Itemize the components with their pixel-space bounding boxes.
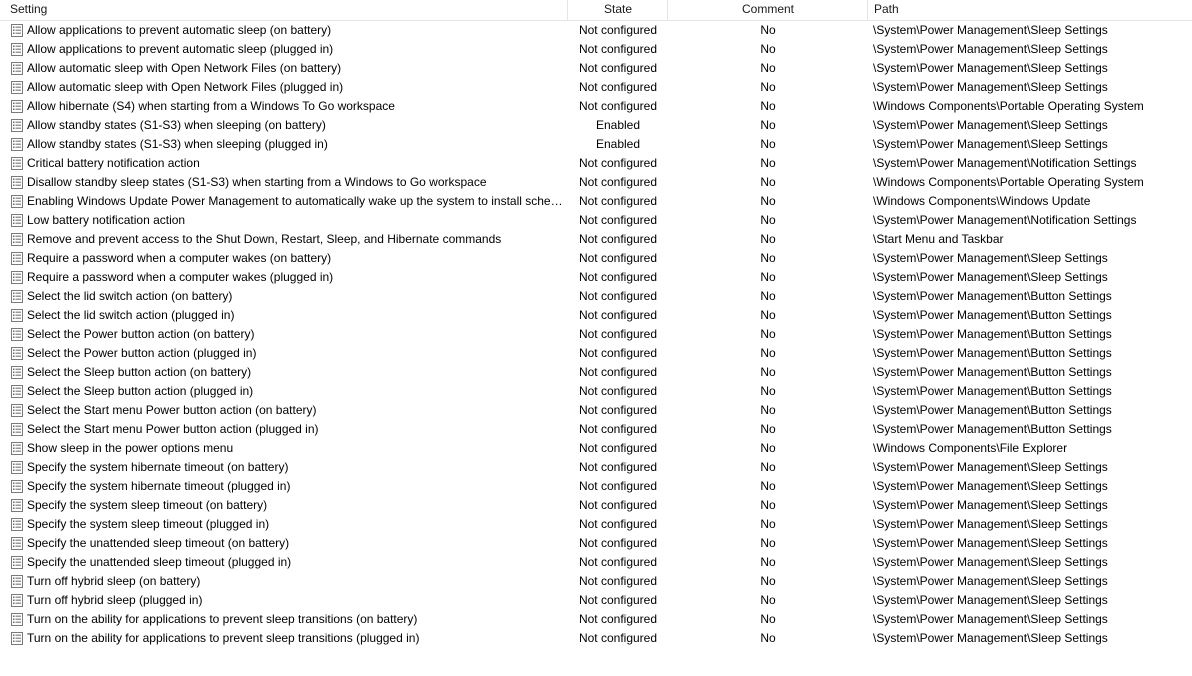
setting-comment: No (760, 156, 776, 170)
table-row[interactable] (0, 553, 1192, 572)
setting-state: Not configured (578, 175, 658, 189)
table-row[interactable] (0, 572, 1192, 591)
table-row[interactable] (0, 420, 1192, 439)
policy-setting-icon (11, 100, 23, 113)
setting-state: Not configured (578, 441, 658, 455)
setting-state: Not configured (578, 270, 658, 284)
setting-path: \System\Power Management\Sleep Settings (873, 479, 1108, 493)
table-row[interactable] (0, 59, 1192, 78)
setting-state: Not configured (578, 156, 658, 170)
setting-comment: No (760, 441, 776, 455)
setting-name: Select the Power button action (plugged in) (27, 346, 257, 360)
policy-setting-icon (11, 176, 23, 189)
setting-path: \System\Power Management\Button Settings (873, 346, 1112, 360)
setting-name: Allow standby states (S1-S3) when sleeping (plugged in) (27, 137, 328, 151)
setting-path: \System\Power Management\Sleep Settings (873, 80, 1108, 94)
setting-state: Not configured (578, 80, 658, 94)
setting-state: Not configured (578, 232, 658, 246)
setting-path: \System\Power Management\Sleep Settings (873, 23, 1108, 37)
setting-comment: No (760, 80, 776, 94)
setting-state: Not configured (578, 460, 658, 474)
setting-path: \System\Power Management\Sleep Settings (873, 631, 1108, 645)
setting-state: Not configured (578, 479, 658, 493)
setting-name: Select the Sleep button action (on battery) (27, 365, 252, 379)
table-row[interactable] (0, 458, 1192, 477)
setting-path: \System\Power Management\Sleep Settings (873, 61, 1108, 75)
setting-path: \System\Power Management\Sleep Settings (873, 42, 1108, 56)
policy-setting-icon (11, 271, 23, 284)
policy-setting-icon (11, 385, 23, 398)
setting-path: \Windows Components\File Explorer (873, 441, 1068, 455)
policy-setting-icon (11, 138, 23, 151)
setting-name: Specify the system sleep timeout (on battery) (27, 498, 268, 512)
setting-name: Select the lid switch action (plugged in) (27, 308, 235, 322)
policy-setting-icon (11, 347, 23, 360)
setting-name: Select the lid switch action (on battery) (27, 289, 233, 303)
setting-path: \System\Power Management\Sleep Settings (873, 137, 1108, 151)
setting-state: Not configured (578, 422, 658, 436)
setting-name: Allow applications to prevent automatic sleep (on battery) (27, 23, 332, 37)
table-row[interactable] (0, 325, 1192, 344)
table-row[interactable] (0, 116, 1192, 135)
setting-state: Not configured (578, 612, 658, 626)
policy-setting-icon (11, 632, 23, 645)
setting-state: Enabled (595, 118, 641, 132)
setting-path: \System\Power Management\Sleep Settings (873, 517, 1108, 531)
setting-comment: No (760, 422, 776, 436)
setting-name: Allow automatic sleep with Open Network Files (plugged in) (27, 80, 344, 94)
policy-setting-icon (11, 499, 23, 512)
setting-comment: No (760, 118, 776, 132)
setting-path: \Start Menu and Taskbar (873, 232, 1004, 246)
setting-name: Remove and prevent access to the Shut Down, Restart, Sleep, and Hibernate commands (27, 232, 502, 246)
setting-comment: No (760, 251, 776, 265)
setting-path: \System\Power Management\Sleep Settings (873, 593, 1108, 607)
setting-name: Show sleep in the power options menu (27, 441, 234, 455)
setting-name: Turn off hybrid sleep (plugged in) (27, 593, 203, 607)
setting-comment: No (760, 346, 776, 360)
table-row[interactable] (0, 382, 1192, 401)
setting-path: \System\Power Management\Button Settings (873, 403, 1112, 417)
setting-state: Not configured (578, 213, 658, 227)
table-row[interactable] (0, 439, 1192, 458)
setting-comment: No (760, 460, 776, 474)
setting-name: Allow hibernate (S4) when starting from a Windows To Go workspace (27, 99, 395, 113)
setting-state: Not configured (578, 631, 658, 645)
setting-path: \System\Power Management\Button Settings (873, 289, 1112, 303)
table-row[interactable] (0, 230, 1192, 249)
setting-path: \System\Power Management\Button Settings (873, 327, 1112, 341)
setting-state: Not configured (578, 517, 658, 531)
setting-state: Not configured (578, 42, 658, 56)
policy-setting-icon (11, 461, 23, 474)
policy-setting-icon (11, 404, 23, 417)
setting-name: Select the Power button action (on battery) (27, 327, 255, 341)
setting-comment: No (760, 631, 776, 645)
setting-name: Select the Start menu Power button action (on battery) (27, 403, 317, 417)
setting-state: Not configured (578, 498, 658, 512)
policy-setting-icon (11, 613, 23, 626)
policy-setting-icon (11, 556, 23, 569)
setting-path: \System\Power Management\Sleep Settings (873, 574, 1108, 588)
column-header-bar (0, 0, 1192, 21)
setting-state: Not configured (578, 365, 658, 379)
setting-path: \System\Power Management\Sleep Settings (873, 460, 1108, 474)
setting-comment: No (760, 517, 776, 531)
setting-path: \System\Power Management\Notification Settings (873, 156, 1137, 170)
setting-name: Turn on the ability for applications to prevent sleep transitions (on battery) (27, 612, 418, 626)
setting-path: \System\Power Management\Sleep Settings (873, 251, 1108, 265)
setting-name: Specify the system hibernate timeout (plugged in) (27, 479, 291, 493)
setting-comment: No (760, 308, 776, 322)
table-row[interactable] (0, 477, 1192, 496)
setting-comment: No (760, 327, 776, 341)
setting-comment: No (760, 137, 776, 151)
policy-setting-icon (11, 233, 23, 246)
setting-name: Specify the unattended sleep timeout (plugged in) (27, 555, 292, 569)
policy-setting-icon (11, 575, 23, 588)
setting-path: \System\Power Management\Button Settings (873, 365, 1112, 379)
setting-name: Specify the unattended sleep timeout (on battery) (27, 536, 290, 550)
table-row[interactable] (0, 154, 1192, 173)
policy-setting-icon (11, 309, 23, 322)
setting-comment: No (760, 536, 776, 550)
policy-setting-icon (11, 423, 23, 436)
policy-setting-icon (11, 252, 23, 265)
setting-comment: No (760, 403, 776, 417)
setting-name: Specify the system hibernate timeout (on battery) (27, 460, 289, 474)
setting-name: Critical battery notification action (27, 156, 200, 170)
table-row[interactable] (0, 534, 1192, 553)
setting-name: Select the Sleep button action (plugged in) (27, 384, 254, 398)
setting-state: Not configured (578, 555, 658, 569)
setting-comment: No (760, 175, 776, 189)
setting-state: Not configured (578, 23, 658, 37)
policy-setting-icon (11, 43, 23, 56)
setting-comment: No (760, 612, 776, 626)
table-row[interactable] (0, 496, 1192, 515)
table-row[interactable] (0, 135, 1192, 154)
table-row[interactable] (0, 21, 1192, 40)
setting-name: Low battery notification action (27, 213, 186, 227)
setting-comment: No (760, 270, 776, 284)
setting-comment: No (760, 194, 776, 208)
setting-comment: No (760, 232, 776, 246)
setting-state: Not configured (578, 308, 658, 322)
policy-setting-icon (11, 157, 23, 170)
table-row[interactable] (0, 97, 1192, 116)
setting-comment: No (760, 498, 776, 512)
setting-comment: No (760, 555, 776, 569)
setting-name: Turn off hybrid sleep (on battery) (27, 574, 201, 588)
setting-comment: No (760, 61, 776, 75)
table-row[interactable] (0, 268, 1192, 287)
policy-setting-icon (11, 214, 23, 227)
policy-setting-icon (11, 62, 23, 75)
policy-setting-icon (11, 537, 23, 550)
policy-setting-icon (11, 24, 23, 37)
setting-comment: No (760, 99, 776, 113)
setting-path: \System\Power Management\Sleep Settings (873, 555, 1108, 569)
setting-path: \System\Power Management\Sleep Settings (873, 118, 1108, 132)
setting-name: Allow automatic sleep with Open Network Files (on battery) (27, 61, 342, 75)
setting-path: \System\Power Management\Button Settings (873, 308, 1112, 322)
setting-path: \System\Power Management\Sleep Settings (873, 498, 1108, 512)
setting-name: Require a password when a computer wakes (on battery) (27, 251, 332, 265)
setting-comment: No (760, 289, 776, 303)
table-row[interactable] (0, 78, 1192, 97)
table-row[interactable] (0, 515, 1192, 534)
setting-state: Not configured (578, 194, 658, 208)
setting-state: Not configured (578, 251, 658, 265)
policy-setting-icon (11, 81, 23, 94)
setting-comment: No (760, 42, 776, 56)
table-row[interactable] (0, 610, 1192, 629)
column-header-path[interactable]: Path (874, 2, 899, 16)
column-header-comment[interactable]: Comment (741, 2, 794, 16)
setting-state: Not configured (578, 327, 658, 341)
setting-state: Not configured (578, 593, 658, 607)
policy-setting-icon (11, 328, 23, 341)
setting-name: Allow applications to prevent automatic sleep (plugged in) (27, 42, 334, 56)
setting-path: \System\Power Management\Sleep Settings (873, 612, 1108, 626)
setting-name: Specify the system sleep timeout (plugged in) (27, 517, 270, 531)
setting-state: Not configured (578, 536, 658, 550)
table-row[interactable] (0, 629, 1192, 648)
setting-state: Not configured (578, 384, 658, 398)
table-row[interactable] (0, 249, 1192, 268)
setting-state: Not configured (578, 289, 658, 303)
setting-comment: No (760, 479, 776, 493)
table-row[interactable] (0, 211, 1192, 230)
table-row[interactable] (0, 363, 1192, 382)
setting-path: \System\Power Management\Button Settings (873, 422, 1112, 436)
setting-path: \System\Power Management\Button Settings (873, 384, 1112, 398)
table-row[interactable] (0, 173, 1192, 192)
setting-name: Require a password when a computer wakes (plugged in) (27, 270, 334, 284)
setting-state: Not configured (578, 574, 658, 588)
setting-name: Select the Start menu Power button action (plugged in) (27, 422, 319, 436)
table-row[interactable] (0, 591, 1192, 610)
table-row[interactable] (0, 401, 1192, 420)
table-row[interactable] (0, 40, 1192, 59)
setting-comment: No (760, 593, 776, 607)
setting-name: Allow standby states (S1-S3) when sleeping (on battery) (27, 118, 326, 132)
policy-setting-icon (11, 442, 23, 455)
setting-state: Not configured (578, 403, 658, 417)
table-row[interactable] (0, 306, 1192, 325)
setting-name: Disallow standby sleep states (S1-S3) when starting from a Windows to Go workspace (27, 175, 487, 189)
setting-state: Not configured (578, 346, 658, 360)
policy-setting-icon (11, 518, 23, 531)
settings-rows (0, 21, 1192, 671)
column-header-setting[interactable]: Setting (10, 2, 48, 16)
policy-setting-icon (11, 290, 23, 303)
table-row[interactable] (0, 287, 1192, 306)
setting-comment: No (760, 213, 776, 227)
table-row[interactable] (0, 192, 1192, 211)
setting-comment: No (760, 384, 776, 398)
setting-comment: No (760, 574, 776, 588)
policy-setting-icon (11, 195, 23, 208)
setting-path: \System\Power Management\Notification Settings (873, 213, 1137, 227)
setting-comment: No (760, 23, 776, 37)
column-header-state[interactable]: State (603, 2, 633, 16)
setting-state: Not configured (578, 61, 658, 75)
setting-comment: No (760, 365, 776, 379)
table-row[interactable] (0, 344, 1192, 363)
setting-state: Not configured (578, 99, 658, 113)
setting-name: Enabling Windows Update Power Management to automatically wake up the system to install sched... (27, 194, 567, 208)
setting-path: \System\Power Management\Sleep Settings (873, 536, 1108, 550)
setting-path: \Windows Components\Portable Operating System (873, 99, 1144, 113)
setting-path: \Windows Components\Windows Update (873, 194, 1091, 208)
setting-name: Turn on the ability for applications to prevent sleep transitions (plugged in) (27, 631, 420, 645)
policy-setting-icon (11, 119, 23, 132)
setting-path: \Windows Components\Portable Operating System (873, 175, 1144, 189)
policy-setting-icon (11, 480, 23, 493)
setting-state: Enabled (595, 137, 641, 151)
policy-setting-icon (11, 366, 23, 379)
setting-path: \System\Power Management\Sleep Settings (873, 270, 1108, 284)
policy-setting-icon (11, 594, 23, 607)
